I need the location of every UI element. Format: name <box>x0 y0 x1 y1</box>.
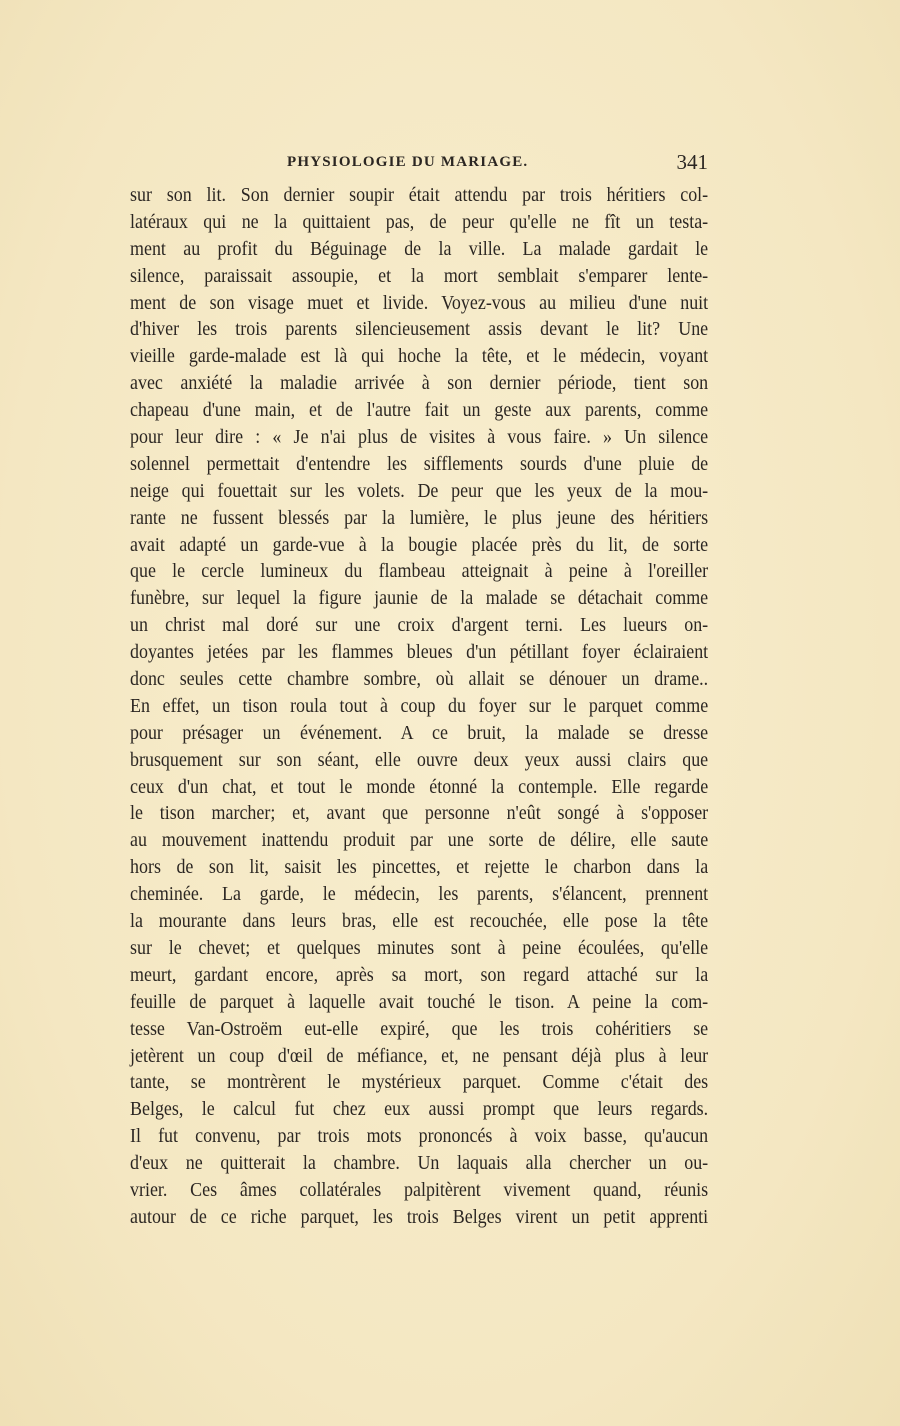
text-line: pour leur dire : « Je n'ai plus de visites à vous faire. » Un silence <box>130 426 709 449</box>
text-line: silence, paraissait assoupie, et la mort semblait s'emparer lente- <box>130 264 709 287</box>
text-line: ment de son visage muet et livide. Voyez-vous au milieu d'une nuit <box>130 291 709 314</box>
page-header <box>130 150 708 178</box>
text-line: neige qui fouettait sur les volets. De peur que les yeux de la mou- <box>130 479 709 502</box>
text-line: pour présager un événement. A ce bruit, la malade se dresse <box>130 721 709 744</box>
text-line: avait adapté un garde-vue à la bougie placée près du lit, de sorte <box>130 533 709 556</box>
text-line: En effet, un tison roula tout à coup du foyer sur le parquet comme <box>130 694 709 717</box>
text-line: chapeau d'une main, et de l'autre fait un geste aux parents, comme <box>130 399 709 422</box>
text-line: vrier. Ces âmes collatérales palpitèrent vivement quand, réunis <box>130 1178 709 1201</box>
text-line: Belges, le calcul fut chez eux aussi prompt que leurs regards. <box>130 1098 709 1121</box>
text-line: hors de son lit, saisit les pincettes, et rejette le charbon dans la <box>130 856 709 879</box>
text-line: ment au profit du Béguinage de la ville. La malade gardait le <box>130 237 709 260</box>
page-number: 341 <box>676 150 708 174</box>
text-line: tante, se montrèrent le mystérieux parquet. Comme c'était des <box>130 1071 709 1094</box>
text-line: sur son lit. Son dernier soupir était attendu par trois héritiers col- <box>130 184 709 206</box>
text-line: solennel permettait d'entendre les sifflements sourds d'une pluie de <box>130 452 709 475</box>
text-line: ceux d'un chat, et tout le monde étonné la contemple. Elle regarde <box>130 775 709 798</box>
text-line: vieille garde-malade est là qui hoche la tête, et le médecin, voyant <box>130 345 709 368</box>
text-line: cheminée. La garde, le médecin, les parents, s'élancent, prennent <box>130 883 709 906</box>
running-title: PHYSIOLOGIE DU MARIAGE. <box>287 154 529 170</box>
text-line: feuille de parquet à laquelle avait touché le tison. A peine la com- <box>130 990 709 1013</box>
text-line: meurt, gardant encore, après sa mort, son regard attaché sur la <box>130 963 709 986</box>
text-line: d'hiver les trois parents silencieusement assis devant le lit? Une <box>130 318 709 341</box>
text-line: brusquement sur son séant, elle ouvre deux yeux aussi clairs que <box>130 748 709 771</box>
text-line: un christ mal doré sur une croix d'argent terni. Les lueurs on- <box>130 614 709 637</box>
text-line: avec anxiété la maladie arrivée à son dernier période, tient son <box>130 372 709 395</box>
text-line: funèbre, sur lequel la figure jaunie de la malade se détachait comme <box>130 587 709 610</box>
text-line: jetèrent un coup d'œil de méfiance, et, ne pensant déjà plus à leur <box>130 1044 709 1067</box>
text-line: au mouvement inattendu produit par une sorte de délire, elle saute <box>130 829 709 852</box>
text-line: autour de ce riche parquet, les trois Belges virent un petit apprenti <box>130 1205 709 1228</box>
text-line: sur le chevet; et quelques minutes sont à peine écoulées, qu'elle <box>130 936 709 959</box>
text-line: que le cercle lumineux du flambeau atteignait à peine à l'oreiller <box>130 560 709 583</box>
text-line: latéraux qui ne la quittaient pas, de peur qu'elle ne fît un testa- <box>130 210 709 233</box>
text-line: la mourante dans leurs bras, elle est recouchée, elle pose la tête <box>130 910 709 933</box>
text-line: Il fut convenu, par trois mots prononcés à voix basse, qu'aucun <box>130 1125 709 1148</box>
text-line: doyantes jetées par les flammes bleues d'un pétillant foyer éclairaient <box>130 641 709 664</box>
text-line: donc seules cette chambre sombre, où allait se dénouer un drame.. <box>130 668 709 691</box>
text-line: le tison marcher; et, avant que personne n'eût songé à s'opposer <box>130 802 709 825</box>
text-line: tesse Van-Ostroëm eut-elle expiré, que les trois cohéritiers se <box>130 1017 709 1040</box>
text-line: rante ne fussent blessés par la lumière, le plus jeune des héritiers <box>130 506 709 529</box>
text-line: d'eux ne quitterait la chambre. Un laquais alla chercher un ou- <box>130 1152 709 1175</box>
body-text <box>130 182 708 1231</box>
